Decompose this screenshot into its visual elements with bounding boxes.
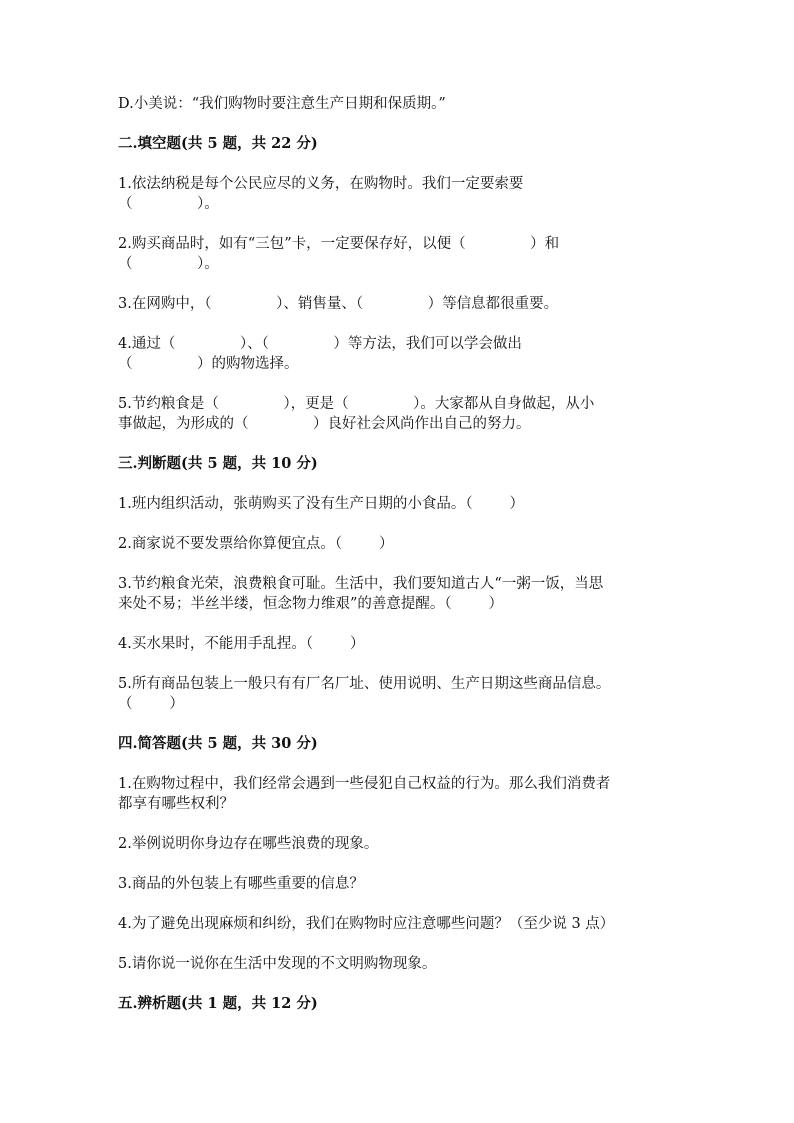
judge-question-1: [118, 494, 678, 514]
section-3-heading: 三.判断题(共 5 题，共 10 分): [118, 455, 318, 472]
question-line: 5.节约粮食是（ ），更是（ ）。大家都从自身做起，从小: [118, 396, 595, 412]
question-line: （ ）: [118, 696, 184, 712]
fill-question-1: [118, 174, 678, 214]
short-question-4: [118, 914, 678, 934]
short-question-2: [118, 834, 678, 854]
fill-question-5: [118, 394, 678, 434]
question-line: 4.为了避免出现麻烦和纠纷，我们在购物时应注意哪些问题？（至少说 3 点）: [118, 916, 615, 932]
question-line: 4.买水果时，不能用手乱捏。（ ）: [118, 636, 365, 652]
judge-question-5: [118, 674, 678, 714]
question-line: 4.通过（ ）、（ ）等方法，我们可以学会做出: [118, 336, 522, 352]
question-line: （ ）。: [118, 196, 219, 212]
short-question-3: [118, 874, 678, 894]
option-d-text: D.小美说：“我们购物时要注意生产日期和保质期。”: [118, 96, 446, 112]
fill-question-4: [118, 334, 678, 374]
question-line: 2.商家说不要发票给你算便宜点。（ ）: [118, 536, 394, 552]
judge-question-4: [118, 634, 678, 654]
question-line: 都享有哪些权利？: [118, 796, 234, 812]
question-line: 3.商品的外包装上有哪些重要的信息？: [118, 876, 364, 892]
question-line: 1.班内组织活动，张萌购买了没有生产日期的小食品。（ ）: [118, 496, 524, 512]
question-line: 2.举例说明你身边存在哪些浪费的现象。: [118, 836, 379, 852]
question-line: 5.所有商品包装上一般只有有厂名厂址、使用说明、生产日期这些商品信息。: [118, 676, 611, 692]
section-2-heading: 二.填空题(共 5 题，共 22 分): [118, 135, 318, 152]
question-line: 来处不易；半丝半缕，恒念物力维艰”的善意提醒。（ ）: [118, 596, 504, 612]
question-line: 事做起，为形成的（ ）良好社会风尚作出自己的努力。: [118, 416, 531, 432]
question-line: 2.购买商品时，如有“三包”卡，一定要保存好，以便（ ）和: [118, 236, 560, 252]
fill-question-2: [118, 234, 678, 274]
judge-question-3: [118, 574, 678, 614]
question-line: 3.节约粮食光荣，浪费粮食可耻。生活中，我们要知道古人“一粥一饭，当思: [118, 576, 604, 592]
fill-question-3: [118, 294, 678, 314]
short-question-5: [118, 954, 678, 974]
question-line: 3.在网购中，（ ）、销售量、（ ）等信息都很重要。: [118, 296, 559, 312]
option-d: [118, 94, 678, 114]
question-line: 1.依法纳税是每个公民应尽的义务，在购物时。我们一定要索要: [118, 176, 524, 192]
question-line: 5.请你说一说你在生活中发现的不文明购物现象。: [118, 956, 437, 972]
judge-question-2: [118, 534, 678, 554]
section-5-heading: 五.辨析题(共 1 题，共 12 分): [118, 995, 318, 1012]
page-content: [118, 94, 678, 1034]
question-line: （ ）。: [118, 256, 219, 272]
section-4-heading: 四.简答题(共 5 题，共 30 分): [118, 735, 318, 752]
question-line: （ ）的购物选择。: [118, 356, 299, 372]
question-line: 1.在购物过程中，我们经常会遇到一些侵犯自己权益的行为。那么我们消费者: [118, 776, 611, 792]
short-question-1: [118, 774, 678, 814]
